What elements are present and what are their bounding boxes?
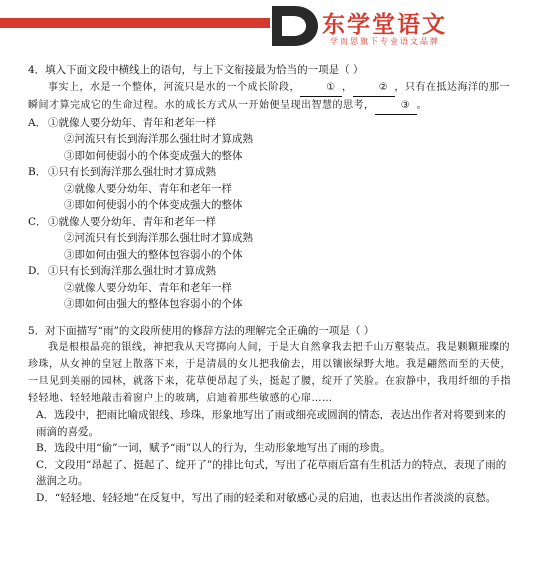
blank-1: ① — [300, 79, 342, 97]
passage-text-b: ，只有在抵达海洋的那一瞬间才算完成它的生命过程。水的成长方式从一开始便呈现出智慧的思考， — [28, 81, 510, 111]
question-4-option-b — [28, 164, 514, 214]
option-line: ②就像人要分幼年、青年和老年一样 — [64, 182, 232, 195]
option-letter: C． — [28, 215, 47, 228]
question-content — [28, 62, 514, 506]
question-4-option-c — [28, 214, 514, 264]
option-line: ①就像人要分幼年、青年和老年一样 — [48, 116, 216, 129]
question-5-option-a: A．选段中，把雨比喻成银线、珍珠，形象地写出了雨或细亮或圆润的情态，表达出作者对将要到来的雨滴的喜爱。 — [36, 409, 506, 438]
option-line: ③即如何由强大的整体包容弱小的个体 — [64, 248, 243, 261]
passage-text-c: 。 — [416, 99, 427, 111]
question-5-option-d: D．“轻轻地、轻轻地”在反复中，写出了雨的轻柔和对敏感心灵的启迪，也表达出作者淡淡的哀愁。 — [36, 491, 497, 504]
option-line: ③即如何使弱小的个体变成强大的整体 — [64, 149, 243, 162]
option-line: ③即如何使弱小的个体变成强大的整体 — [64, 199, 243, 211]
question-4-option-d — [28, 263, 514, 313]
question-4-title: 4．填入下面文段中横线上的语句，与上下文衔接最为恰当的一项是（ ） — [28, 64, 364, 76]
option-letter: B． — [28, 166, 47, 178]
question-4-passage — [28, 79, 514, 115]
question-5-option-c: C．文段用“昂起了、挺起了、绽开了”的排比句式，写出了花草雨后富有生机活力的特点，表现了雨的滋润之功。 — [36, 458, 507, 487]
question-4-option-a — [28, 115, 514, 165]
option-line: ②河流只有长到海洋那么强壮时才算成熟 — [64, 232, 253, 244]
brand-slogan: 学而思旗下专业语文品牌 — [330, 37, 440, 46]
option-line: ①只有长到海洋那么强壮时才算成熟 — [48, 166, 216, 178]
option-line: ②河流只有长到海洋那么强壮时才算成熟 — [64, 133, 253, 145]
option-line: ①只有长到海洋那么强壮时才算成熟 — [48, 265, 216, 277]
option-letter: A． — [28, 116, 47, 129]
header-red-bar — [0, 18, 270, 28]
blank-2: ② — [353, 79, 395, 97]
question-gap — [28, 313, 514, 323]
d-letter-logo-icon — [268, 4, 320, 48]
option-line: ②就像人要分幼年、青年和老年一样 — [64, 281, 232, 294]
option-letter: D． — [28, 265, 47, 277]
blank-3: ③ — [375, 97, 417, 115]
brand-name: 东学堂语文 — [322, 12, 447, 38]
passage-sep: ， — [342, 81, 353, 93]
question-5-option-b: B．选段中用“偷”一词，赋予“雨”以人的行为，生动形象地写出了雨的珍贵。 — [36, 442, 391, 454]
page-header — [0, 0, 534, 60]
option-line: ③即如何由强大的整体包容弱小的个体 — [64, 298, 243, 310]
passage-text-a: 事实上，水是一个整体，河流只是水的一个成长阶段， — [48, 81, 300, 93]
question-5-passage: 我是根根晶亮的银线，神把我从天穹掷向人间，于是大自然拿我去把千山万壑装点。我是颗颗璀璨的珍珠，从女神的皇冠上散落下来，于是清晨的女儿把我偷去，用以镶嵌绿野大地。我是翩然而至的天使，一旦见到美丽的园林，就落下来，花草便昂起了头，挺起了腰，绽开了笑脸。在寂静中，我用纤细的手指轻轻地、轻轻地敲击着窗户上的玻璃，启迪着那些敏感的心扉…… — [28, 342, 511, 404]
option-line: ①就像人要分幼年、青年和老年一样 — [48, 215, 216, 228]
question-5-title: 5．对下面描写“雨”的文段所使用的修辞方法的理解完全正确的一项是（ ） — [28, 324, 375, 337]
